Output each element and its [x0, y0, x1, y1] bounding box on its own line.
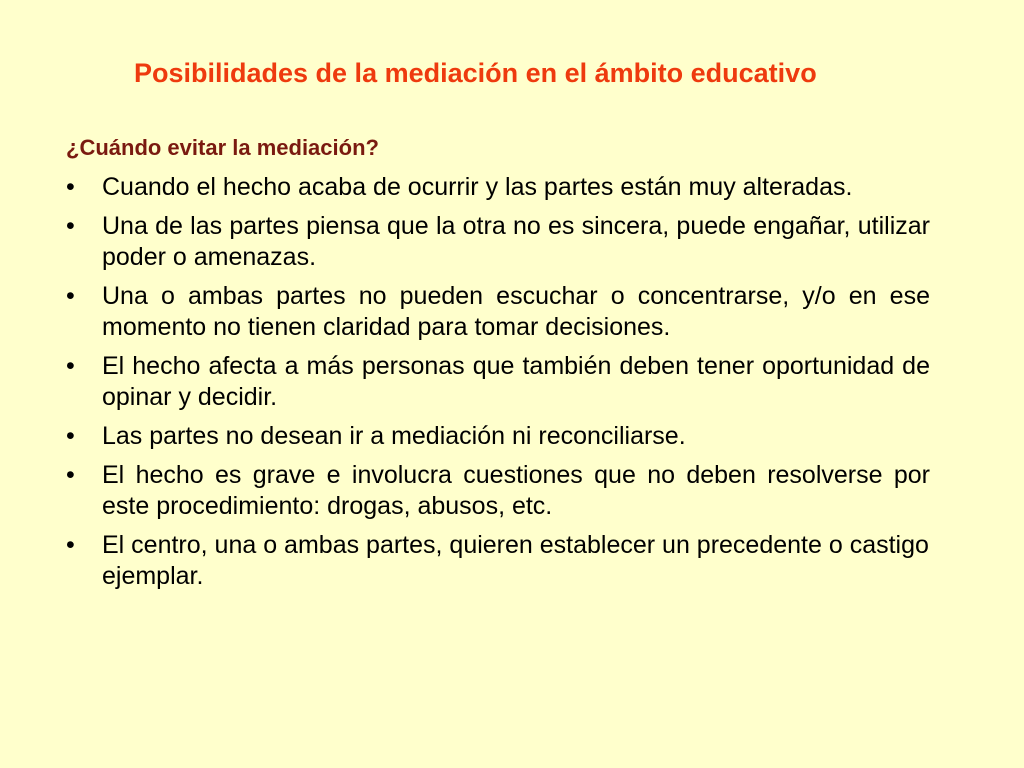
bullet-text: Una o ambas partes no pueden escuchar o concentrarse, y/o en ese momento no tienen claridad para tomar decisiones.	[102, 282, 930, 341]
bullet-text: Cuando el hecho acaba de ocurrir y las partes están muy alteradas.	[102, 173, 853, 201]
slide-title: Posibilidades de la mediación en el ámbito educativo	[134, 58, 817, 88]
slide-subtitle: ¿Cuándo evitar la mediación?	[66, 135, 379, 160]
bullet-text: Las partes no desean ir a mediación ni reconciliarse.	[102, 422, 686, 450]
bullet-dot-icon: •	[66, 422, 75, 450]
bullet-text: El centro, una o ambas partes, quieren establecer un precedente o castigo ejemplar.	[102, 531, 929, 590]
bullet-item	[66, 281, 930, 343]
bullet-text: El hecho afecta a más personas que también deben tener oportunidad de opinar y decidir.	[102, 352, 930, 411]
bullet-list	[66, 172, 930, 600]
bullet-item	[66, 421, 930, 452]
bullet-dot-icon: •	[66, 282, 75, 310]
bullet-item	[66, 530, 930, 592]
bullet-dot-icon: •	[66, 173, 75, 201]
bullet-item	[66, 172, 930, 203]
bullet-dot-icon: •	[66, 352, 75, 380]
bullet-dot-icon: •	[66, 531, 75, 559]
bullet-dot-icon: •	[66, 212, 75, 240]
bullet-item	[66, 460, 930, 522]
bullet-text: Una de las partes piensa que la otra no es sincera, puede engañar, utilizar poder o amenazas.	[102, 212, 930, 271]
bullet-item	[66, 211, 930, 273]
bullet-dot-icon: •	[66, 461, 75, 489]
bullet-text: El hecho es grave e involucra cuestiones que no deben resolverse por este procedimiento: drogas, abusos, etc.	[102, 461, 930, 520]
bullet-item	[66, 351, 930, 413]
